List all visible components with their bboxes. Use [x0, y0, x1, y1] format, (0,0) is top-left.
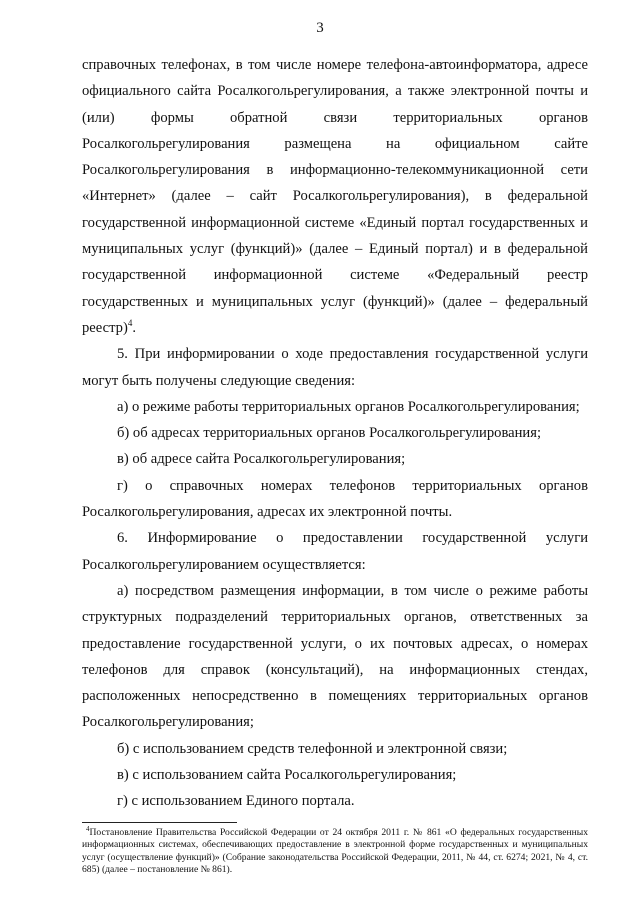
text-line: государственных и муниципальных услуг (функций)» (далее – федеральный: [82, 293, 588, 310]
main-text: [82, 52, 588, 815]
text-line: государственной информационной системе «Единый портал государственных и: [82, 214, 588, 231]
footnote-separator: [82, 822, 237, 823]
text-fragment: реестр): [82, 319, 128, 336]
footnote-reference: 4: [127, 318, 133, 329]
footnote-text: Постановление Правительства Российской Федерации от 24 октября 2011 г. № 861 «О федеральных государственных информационных системах, обеспечивающих предоставление в электронной форме государственных и муниципальных услуг (осуществление функций)» (Собрание законодательства Российской Федерации, 2011, № 44, ст. 6274; 2021, № 4, ст. 685) (далее – постановление № 861).: [82, 827, 588, 876]
text-fragment: .: [132, 319, 136, 336]
text-line: государственной информационной системе «Федеральный реестр: [82, 267, 588, 284]
text-line: справочных телефонах, в том числе номере телефона-автоинформатора, адресе: [82, 57, 588, 73]
paragraph-5d: г) о справочных номерах телефонов территориальных органов Росалкогольрегулирования, адресах их электронной почты.: [82, 477, 588, 521]
paragraph-6b: б) с использованием средств телефонной и электронной связи;: [117, 740, 508, 757]
paragraph-continuation: [82, 52, 588, 341]
paragraph-5: 5. При информировании о ходе предоставления государственной услуги могут быть получены следующие сведения:: [82, 346, 588, 389]
text-line-last: [82, 315, 588, 341]
paragraph-5b: б) об адресах территориальных органов Росалкогольрегулирования;: [117, 425, 542, 442]
paragraph-6c: в) с использованием сайта Росалкогольрегулирования;: [117, 767, 457, 784]
text-line: «Интернет» (далее – сайт Росалкогольрегулирования), в федеральной: [82, 188, 588, 205]
paragraph-5c: в) об адресе сайта Росалкогольрегулирования;: [117, 451, 406, 468]
paragraph-6d: г) с использованием Единого портала.: [117, 793, 355, 810]
text-line: Росалкогольрегулирования в информационно-телекоммуникационной сети: [82, 162, 588, 179]
paragraph-6a: а) посредством размещения информации, в том числе о режиме работы структурных подразделений территориальных органов, ответственных за предоставление государственной услуги, о их почтовых адресах, о номерах телефонов для справок (консультаций), на информационных стендах, расположенных непосредственно в помещениях территориальных органов Росалкогольрегулирования;: [82, 582, 588, 731]
text-line: Росалкогольрегулирования размещена на официальном сайте: [82, 135, 588, 152]
text-line: (или) формы обратной связи территориальных органов: [82, 109, 588, 126]
paragraph-6: 6. Информирование о предоставлении государственной услуги Росалкогольрегулированием осуществляется:: [82, 530, 588, 573]
text-line: муниципальных услуг (функций)» (далее – Единый портал) и в федеральной: [82, 241, 588, 258]
paragraph-5a: а) о режиме работы территориальных органов Росалкогольрегулирования;: [117, 398, 580, 415]
page-number: 3: [316, 20, 324, 36]
footnote: [82, 824, 588, 877]
text-line: официального сайта Росалкогольрегулирования, а также электронной почты и: [82, 83, 588, 100]
footnote-marker: 4: [86, 824, 90, 833]
